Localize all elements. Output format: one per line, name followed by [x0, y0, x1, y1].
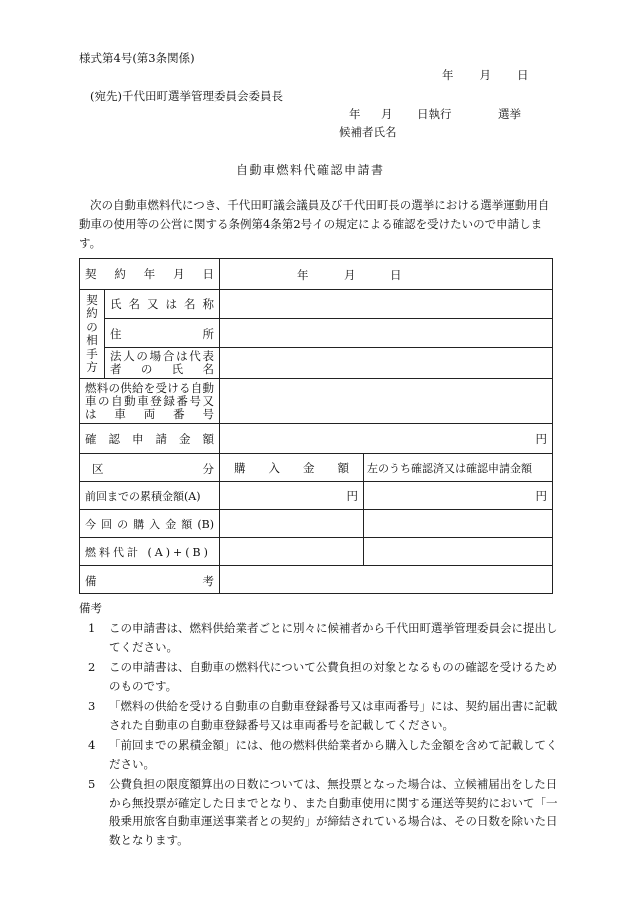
request-amount-field[interactable]	[220, 424, 553, 454]
contract-date-label: 契約年月日	[80, 259, 220, 290]
contract-date-month: 月	[344, 268, 356, 282]
notes-section	[79, 600, 559, 851]
total-row	[80, 538, 553, 566]
total-confirmed-field[interactable]	[364, 538, 553, 566]
candidate-name-label: 候補者氏名	[339, 125, 397, 139]
contract-date-year: 年	[297, 268, 309, 282]
current-row	[80, 510, 553, 538]
yen-unit: 円	[535, 488, 547, 503]
note-item	[88, 775, 559, 849]
cumulative-row	[80, 482, 553, 510]
note-item	[88, 736, 559, 773]
remarks-row	[80, 566, 553, 594]
yen-unit: 円	[346, 488, 358, 503]
current-confirmed-field[interactable]	[364, 510, 553, 538]
party-address-field[interactable]	[220, 319, 553, 348]
representative-row	[80, 348, 553, 379]
remarks-field[interactable]	[220, 566, 553, 594]
note-item	[88, 619, 559, 656]
cumulative-purchase-field[interactable]	[220, 482, 364, 510]
contract-date-field[interactable]	[220, 259, 553, 290]
election-year: 年	[349, 107, 361, 121]
current-purchase-field[interactable]	[220, 510, 364, 538]
party-address-row	[80, 319, 553, 348]
note-item	[88, 658, 559, 695]
note-text: この申請書は、自動車の燃料代について公費負担の対象となるものの確認を受けるためのものです。	[109, 660, 558, 693]
intro-paragraph: 次の自動車燃料代につき、千代田町議会議員及び千代田町長の選挙における選挙運動用自動車の使用等の公営に関する条例第4条第2号イの規定による確認を受けたいので申請します。	[79, 198, 550, 250]
confirmed-amount-header: 左のうち確認済又は確認申請金額	[364, 454, 553, 482]
note-number: 1	[88, 621, 96, 635]
request-amount-label: 確認申請金額	[80, 424, 220, 454]
note-item	[88, 697, 559, 734]
yen-unit: 円	[535, 431, 547, 446]
purchase-amount-header: 購入金額	[220, 454, 364, 482]
note-text: 公費負担の限度額算出の日数については、無投票となった場合は、立候補届出をした日から無投票が確定した日までとなり、また自動車使用に関する運送等契約において「一般乗用旅客自動車運送事業者との契約」が締結されている場合は、その日数を除いた日数となります。	[109, 777, 558, 847]
election-day: 日執行	[417, 107, 452, 121]
contract-date-day: 日	[390, 268, 402, 282]
party-name-row	[80, 290, 553, 319]
note-text: この申請書は、燃料供給業者ごとに別々に候補者から千代田町選挙管理委員会に提出してください。	[109, 621, 558, 654]
fuel-total-label: 燃料代計 (A)+(B)	[80, 538, 220, 566]
document-title: 自動車燃料代確認申請書	[236, 163, 385, 177]
party-name-label: 氏名又は名称	[105, 290, 220, 319]
form-number: 様式第4号(第3条関係)	[79, 51, 195, 65]
vehicle-number-field[interactable]	[220, 379, 553, 424]
category-label: 区 分	[80, 454, 220, 482]
remarks-label: 備 考	[80, 566, 220, 594]
note-text: 「前回までの累積金額」には、他の燃料供給業者から購入した金額を含めて記載してください。	[109, 738, 558, 771]
contract-date-row	[80, 259, 553, 290]
party-address-label: 住 所	[105, 319, 220, 348]
note-text: 「燃料の供給を受ける自動車の自動車登録番号又は車両番号」には、契約届出書に記載された自動車の自動車登録番号又は車両番号を記載してください。	[109, 699, 558, 732]
cumulative-confirmed-field[interactable]	[364, 482, 553, 510]
note-number: 2	[88, 660, 96, 674]
representative-label: 法人の場合は代表 者の氏名	[105, 348, 220, 379]
application-table	[79, 258, 553, 594]
submission-date-line: 年 月 日	[442, 68, 530, 82]
category-header-row	[80, 454, 553, 482]
notes-heading: 備考	[79, 601, 102, 615]
addressee: (宛先)千代田町選挙管理委員会委員長	[90, 89, 283, 103]
request-amount-row	[80, 424, 553, 454]
note-number: 5	[88, 777, 96, 791]
vehicle-number-label: 燃料の供給を受ける自動 車の自動車登録番号又 は車両番号	[80, 379, 220, 424]
election-suffix: 選挙	[498, 107, 521, 121]
note-number: 4	[88, 738, 96, 752]
election-month: 月	[381, 107, 393, 121]
contract-party-group-label: 契 約 の 相 手 方	[80, 290, 105, 379]
note-number: 3	[88, 699, 96, 713]
current-purchase-label: 今回の購入金額(B)	[80, 510, 220, 538]
party-name-field[interactable]	[220, 290, 553, 319]
representative-field[interactable]	[220, 348, 553, 379]
total-purchase-field[interactable]	[220, 538, 364, 566]
vehicle-row	[80, 379, 553, 424]
cumulative-amount-label: 前回までの累積金額(A)	[80, 482, 220, 510]
